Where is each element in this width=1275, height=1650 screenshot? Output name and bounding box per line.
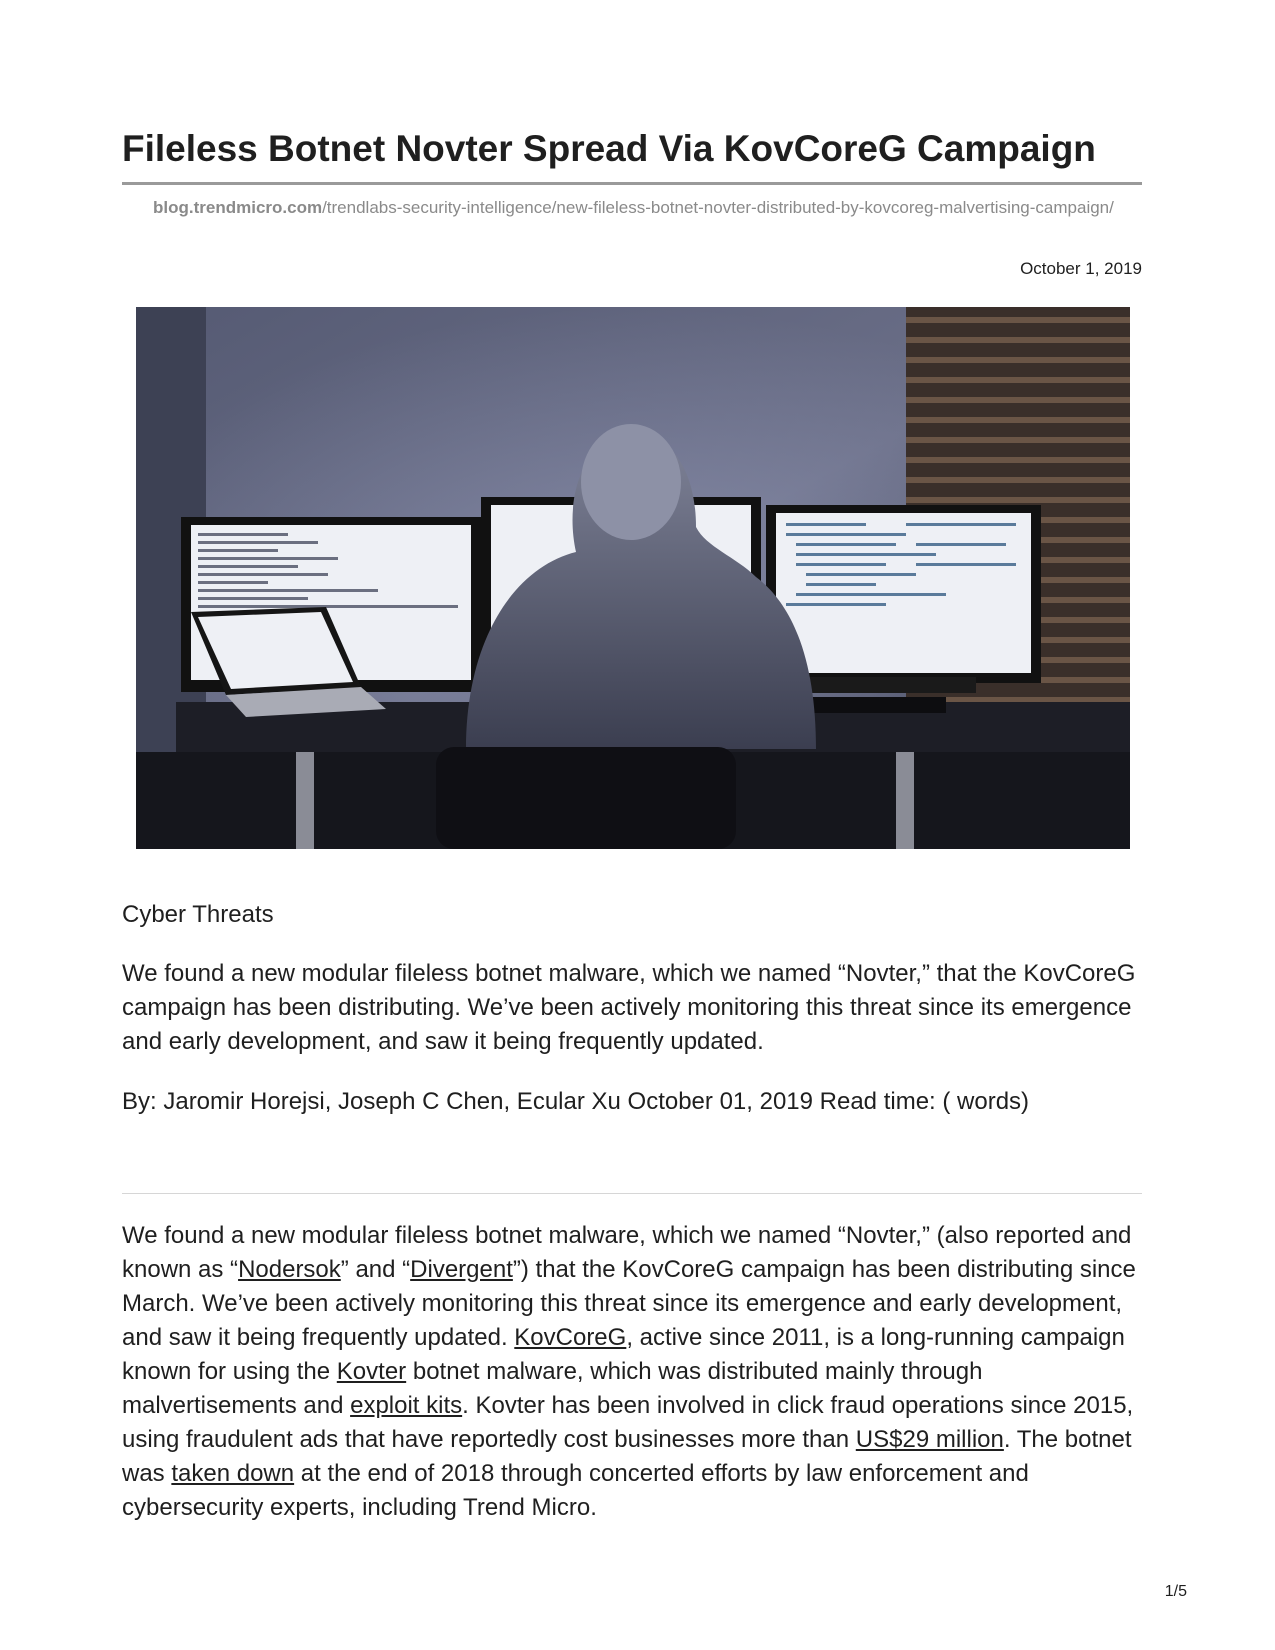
body-text-2: ” and “ xyxy=(340,1256,411,1283)
article-byline: By: Jaromir Horejsi, Joseph C Chen, Ecular Xu October 01, 2019 Read time: ( words) xyxy=(122,1088,1030,1115)
link-kovter[interactable]: Kovter xyxy=(336,1358,407,1385)
title-divider xyxy=(122,182,1142,185)
url-domain[interactable]: blog.trendmicro.com xyxy=(153,198,323,217)
body-text-7: . The botnet was xyxy=(122,1426,1132,1487)
link-us29-million[interactable]: US$29 million xyxy=(855,1426,1004,1453)
body-text-3: ”) that the KovCoreG campaign has been distributing since March. We’ve been actively monitoring this threat since its emergence and early development, and saw it being frequently updated. xyxy=(122,1256,1136,1351)
link-kovcoreg[interactable]: KovCoreG xyxy=(514,1324,627,1351)
body-text-8: at the end of 2018 through concerted efforts by law enforcement and cybersecurity experts, including Trend Micro. xyxy=(122,1460,1029,1521)
article-category: Cyber Threats xyxy=(122,901,274,928)
link-divergent[interactable]: Divergent xyxy=(410,1256,513,1283)
article-body-paragraph xyxy=(122,1219,1142,1525)
body-text-6: . Kovter has been involved in click fraud operations since 2015, using fraudulent ads that have reportedly cost businesses more than xyxy=(122,1392,1134,1453)
publish-date: October 1, 2019 xyxy=(1020,259,1142,278)
source-url[interactable] xyxy=(122,195,1142,220)
section-divider xyxy=(122,1193,1142,1194)
link-exploit-kits[interactable]: exploit kits xyxy=(350,1392,463,1419)
page-number: 1/5 xyxy=(1164,1583,1187,1600)
article-title: Fileless Botnet Novter Spread Via KovCoreG Campaign xyxy=(122,128,1096,169)
monitor-right xyxy=(766,505,1041,693)
body-text-4: , active since 2011, is a long-running campaign known for using the xyxy=(122,1324,1125,1385)
article-summary: We found a new modular fileless botnet malware, which we named “Novter,” that the KovCoreG campaign has been distributing. We’ve been actively monitoring this threat since its emergence and early development, and saw it being frequently updated. xyxy=(122,960,1136,1055)
url-path[interactable]: /trendlabs-security-intelligence/new-fileless-botnet-novter-distributed-by-kovcoreg-malvertising-campaign/ xyxy=(322,198,1114,217)
link-nodersok[interactable]: Nodersok xyxy=(238,1256,341,1283)
hero-illustration xyxy=(136,307,1130,849)
link-taken-down[interactable]: taken down xyxy=(171,1460,295,1487)
hero-image-hacker-at-monitors xyxy=(136,307,1130,849)
body-text-5: botnet malware, which was distributed mainly through malvertisements and xyxy=(122,1358,983,1419)
body-text-1: We found a new modular fileless botnet malware, which we named “Novter,” (also reported and known as “ xyxy=(122,1222,1132,1283)
